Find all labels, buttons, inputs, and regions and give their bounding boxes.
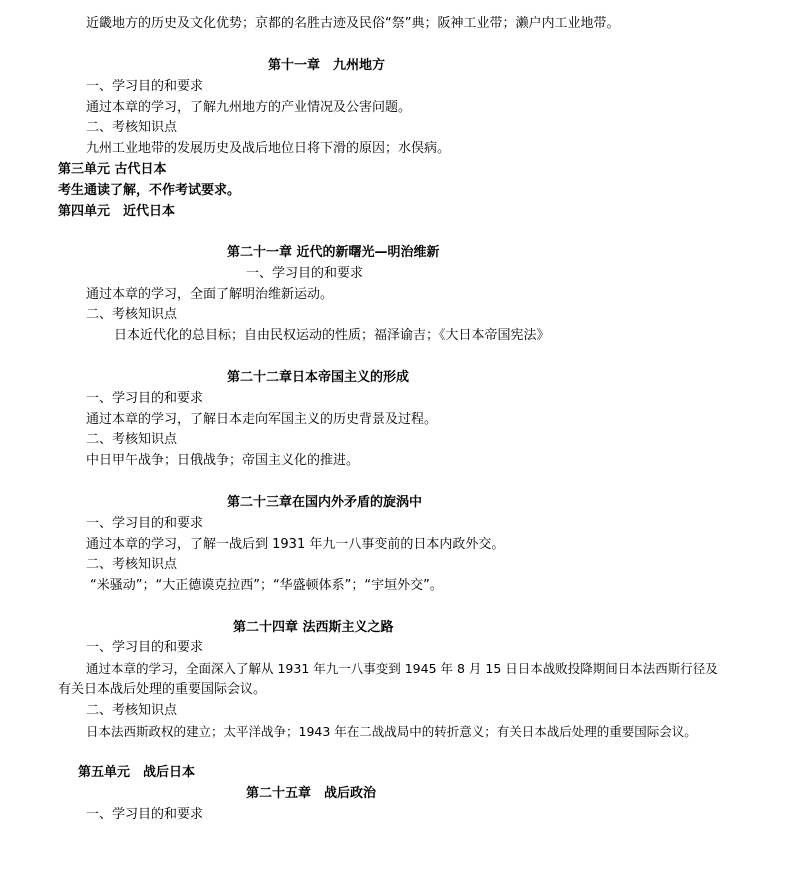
chapter-heading: 第二十三章在国内外矛盾的旋涡中	[227, 495, 423, 510]
chapter-heading: 第二十四章 法西斯主义之路	[233, 620, 394, 635]
section-heading: 二、考核知识点	[86, 120, 178, 135]
body-text: “米骚动”；“大正德谟克拉西”；“华盛顿体系”；“宇垣外交”。	[90, 578, 443, 593]
section-heading: 一、学习目的和要求	[86, 391, 204, 406]
section-heading: 一、学习目的和要求	[86, 640, 204, 655]
body-text: 通过本章的学习，全面了解明治维新运动。	[86, 287, 334, 302]
section-heading: 一、学习目的和要求	[86, 807, 204, 822]
body-text: 通过本章的学习，全面深入了解从 1931 年九一八事变到 1945 年 8 月 15 日日本战败投降期间日本法西斯行径及	[86, 661, 718, 676]
unit-heading: 第三单元 古代日本	[58, 162, 167, 177]
chapter-heading: 第二十五章 战后政治	[246, 786, 377, 801]
unit-note: 考生通读了解，不作考试要求。	[58, 183, 241, 198]
body-text: 九州工业地带的发展历史及战后地位日将下滑的原因；水俣病。	[86, 141, 451, 156]
body-text: 通过本章的学习，了解一战后到 1931 年九一八事变前的日本内政外交。	[86, 537, 505, 552]
section-heading: 一、学习目的和要求	[86, 516, 204, 531]
section-heading: 二、考核知识点	[86, 703, 178, 718]
section-heading: 一、学习目的和要求	[246, 266, 364, 281]
body-text: 日本法西斯政权的建立；太平洋战争；1943 年在二战战局中的转折意义；有关日本战后处理的重要国际会议。	[86, 724, 697, 739]
unit-heading: 第四单元 近代日本	[58, 204, 176, 219]
chapter-heading: 第十一章 九州地方	[268, 58, 386, 73]
chapter-heading: 第二十二章日本帝国主义的形成	[227, 370, 410, 385]
chapter-heading: 第二十一章 近代的新曙光—明治维新	[227, 245, 440, 260]
body-text: 中日甲午战争；日俄战争；帝国主义化的推进。	[86, 453, 360, 468]
section-heading: 二、考核知识点	[86, 432, 178, 447]
body-text: 近畿地方的历史及文化优势；京都的名胜古迹及民俗“祭”典；阪神工业带；濑户内工业地带。	[86, 16, 620, 31]
section-heading: 二、考核知识点	[86, 557, 178, 572]
body-text: 有关日本战后处理的重要国际会议。	[58, 682, 267, 697]
unit-heading: 第五单元 战后日本	[78, 765, 196, 780]
section-heading: 二、考核知识点	[86, 307, 178, 322]
body-text: 日本近代化的总目标；自由民权运动的性质；福泽谕吉；《大日本帝国宪法》	[114, 328, 550, 343]
section-heading: 一、学习目的和要求	[86, 79, 204, 94]
body-text: 通过本章的学习，了解日本走向军国主义的历史背景及过程。	[86, 412, 438, 427]
body-text: 通过本章的学习，了解九州地方的产业情况及公害问题。	[86, 100, 412, 115]
